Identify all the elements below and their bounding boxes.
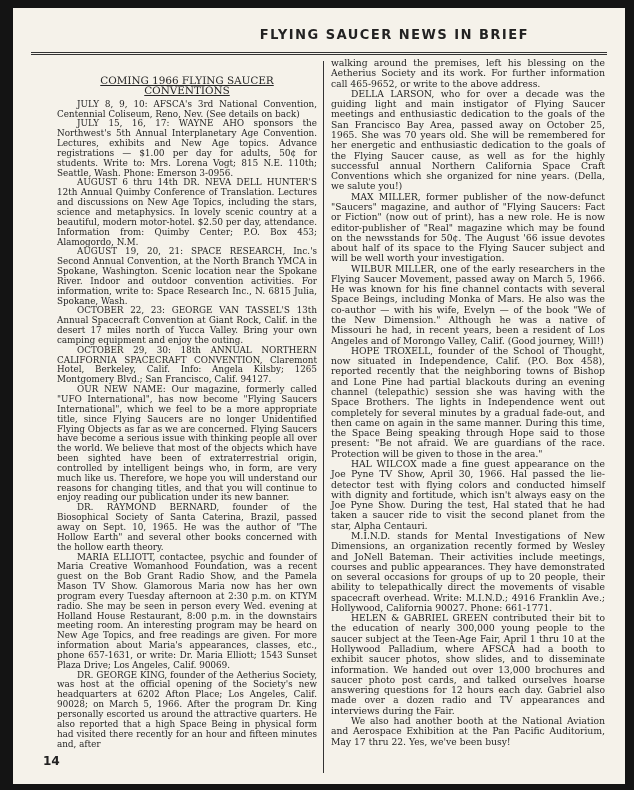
paragraph: M.I.N.D. stands for Mental Investigations of New Dimensions, an organization recently formed by Wesley and JoNell Bateman. Their activities include meetings, courses and public appearances. They have demonstrated on several occasions for groups of up to 20 people, their ability to telepathically direct the movements of visable spacecraft overhead. Write: M.I.N.D.; 4916 Franklin Ave.; Hollywood, California 90027. Phone: 661-1771.: [331, 530, 605, 614]
right-column: [331, 59, 605, 748]
paragraph: OCTOBER 29, 30: 18th ANNUAL NORTHERN CALIFORNIA SPACECRAFT CONVENTION, Claremont Hotel, Berkeley, Calif. Info: Angela Kilsby; 1265 Montgomery Blvd.; San Francisco, Calif. 94127.: [57, 345, 317, 386]
paragraph: HOPE TROXELL, founder of the School of Thought, now situated in Independence, Calif. (P.O. Box 458), reported recently that the neighboring towns of Bishop and Lone Pine had partial blackouts during an evening channel (telepathic) session she was having with the Space Brothers. The lights in Independence went out completely for several minutes by a gradual fade-out, and then came on again in the same manner. During this time, the Space Being speaking through Hope said to those present: "Be not afraid. We are guardians of the race. Protection will be given to those in the area.": [331, 345, 605, 460]
paragraph: MARIA ELLIOTT, contactee, psychic and founder of Maria Creative Womanhood Foundation, was a recent guest on the Bob Grant Radio Show, and the Pamela Mason TV Show. Glamorous Maria now has her own program every Tuesday afternoon at 2:30 p.m. on KTYM radio. She may be seen in person every Wed. evening at Holland House Restaurant, 8:00 p.m. in the downstairs meeting room. An interesting program may be heard on New Age Topics, and free readings are given. For more information about Maria's appearances, classes, etc., phone 657-1631, or write: Dr. Maria Elliott; 1543 Sunset Plaza Drive; Los Angeles, Calif. 90069.: [57, 552, 317, 671]
paragraph: DELLA LARSON, who for over a decade was the guiding light and main instigator of Flying Saucer meetings and enthusiastic dedication to the goals of the San Francisco Bay Area, passed away on October 25, 1965. She was 70 years old. She will be remembered for her energetic and enthusiastic dedication to the goals of the Flying Saucer cause, as well as for the highly successful annual Northern California Space Craft Conventions which she organized for nine years. (Della, we salute you!): [331, 88, 605, 193]
paragraph: HAL WILCOX made a fine guest appearance on the Joe Pyne TV Show, April 30, 1966. Hal passed the lie-detector test with flying colors and conducted himself with dignity and fortitude, which isn't always easy on the Joe Pyne Show. During the test, Hal stated that he had taken a saucer ride to visit the second planet from the star, Alpha Centauri.: [331, 458, 605, 532]
page-number: 14: [43, 754, 60, 768]
paragraph: MAX MILLER, former publisher of the now-defunct "Saucers" magazine, and author of "Flying Saucers: Fact or Fiction" (now out of print), has a new role. He is now editor-publisher of "Real" magazine which may be found on the newsstands for 50¢. The August '66 issue devotes about half of its space to the Flying Saucer subject and will be well worth your investigation.: [331, 191, 605, 265]
paragraph: JULY 15, 16, 17: WAYNE AHO sponsors the Northwest's 5th Annual Interplanetary Age Convention. Lectures, exhibits and New Age topics. Advance registrations — $1.00 per day for adults, 50¢ for students. Write to: Mrs. Lorena Vogt; 815 N.E. 110th; Seattle, Wash. Phone: Emerson 3-0956.: [57, 119, 317, 179]
header-rule: [31, 26, 607, 55]
paragraph: OUR NEW NAME: Our magazine, formerly called "UFO International", has now become "Flying Saucers International", which we feel to be a more appropriate title, since Flying Saucers are no longer Unidentified Flying Objects as far as we are concerned. Flying Saucers have become a serious issue with thinking people all over the world. We believe that most of the objects which have been sighted have been of extraterrestrial origin, controlled by intelligent beings who, in form, are very much like us. Therefore, we hope you will understand our reasons for changing titles, and that you will continue to enjoy reading our publication under its new banner.: [57, 385, 317, 504]
paragraph: We also had another booth at the National Aviation and Aerospace Exhibition at the Pan Pacific Auditorium, May 17 thru 22. Yes, we've been busy!: [331, 716, 605, 748]
paragraph: JULY 8, 9, 10: AFSCA's 3rd National Convention, Centennial Coliseum, Reno, Nev. (See details on back): [57, 99, 317, 120]
paragraph: WILBUR MILLER, one of the early researchers in the Flying Saucer Movement, passed away on March 5, 1966. He was known for his fine channel contacts with several Space Beings, including Monka of Mars. He also was the co-author — with his wife, Evelyn — of the book "We of the New Dimension." Although he was a native of Missouri he had, in recent years, been a resident of Los Angeles and of Morongo Valley, Calif. (Good journey, Will!): [331, 263, 605, 347]
paragraph: OCTOBER 22, 23: GEORGE VAN TASSEL'S 13th Annual Spacecraft Convention at Giant Rock, Calif. in the desert 17 miles north of Yucca Valley. Bring your own camping equipment and enjoy the outing.: [57, 306, 317, 346]
paragraph: AUGUST 6 thru 14th DR. NEVA DELL HUNTER'S 12th Annual Quimby Conference of Translation. Lectures and discussions on New Age Topics, including the stars, science and metaphysics. In lovely scenic country at a beautiful, modern motor-hotel. $2.50 per day, attendance. Information from: Quimby Center; P.O. Box 453; Alamogordo, N.M.: [57, 178, 317, 248]
paragraph: AUGUST 19, 20, 21: SPACE RESEARCH, Inc.'s Second Annual Convention, at the North Branch YMCA in Spokane, Washington. Scenic location near the Spokane River. Indoor and outdoor convention activities. For information, write to: Space Research Inc., N. 6815 Julia, Spokane, Wash.: [57, 247, 317, 307]
page-title: FLYING SAUCER NEWS IN BRIEF: [259, 28, 529, 43]
section-heading: COMING 1966 FLYING SAUCER CONVENTIONS: [100, 75, 274, 97]
paragraph: HELEN & GABRIEL GREEN contributed their bit to the education of nearly 300,000 young people to the saucer subject at the Teen-Age Fair, April 1 thru 10 at the Hollywood Palladium, where AFSCA had a booth to exhibit saucer photos, show slides, and to disseminate information. We handed out over 13,000 brochures and saucer photo post cards, and talked ourselves hoarse answering questions for 12 hours each day. Gabriel also made over a dozen radio and TV appearances and interviews during the Fair.: [331, 613, 605, 717]
magazine-page: [13, 8, 625, 784]
paragraph: DR. GEORGE KING, founder of the Aetherius Society, was host at the official opening of the Society's new headquarters at 6202 Afton Place; Los Angeles, Calif. 90028; on March 5, 1966. After the program Dr. King personally escorted us around the attractive quarters. He also reported that a high Space Being in physical form had visited there recently for an hour and fifteen minutes and, after: [57, 670, 317, 750]
paragraph: walking around the premises, left his blessing on the Aetherius Society and its work. For further information call 465-9652, or write to the above address.: [331, 58, 605, 90]
left-column: [57, 59, 317, 750]
paragraph: DR. RAYMOND BERNARD, founder of the Biosophical Society of Santa Caterina, Brazil, passed away on Sept. 10, 1965. He was the author of "The Hollow Earth" and several other books concerned with the hollow earth theory.: [57, 503, 317, 553]
column-divider: [323, 61, 324, 773]
